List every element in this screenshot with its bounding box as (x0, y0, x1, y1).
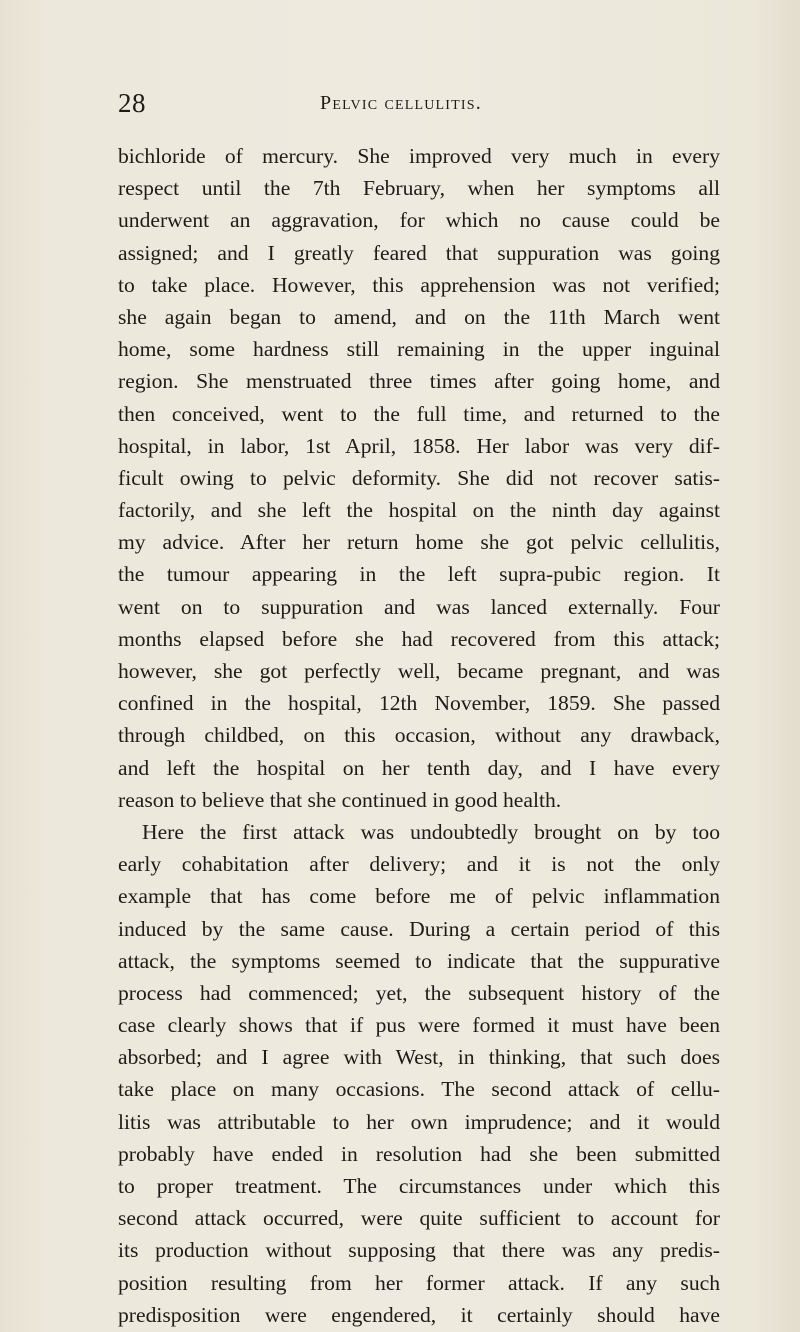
text-line: underwent an aggravation, for which no cause could be (118, 208, 720, 233)
text-line: early cohabitation after delivery; and it is not the only (118, 852, 720, 877)
text-line: absorbed; and I agree with West, in thinking, that such does (118, 1045, 720, 1070)
text-line: position resulting from her former attack. If any such (118, 1270, 720, 1295)
text-line: ficult owing to pelvic deformity. She did not recover satis- (118, 465, 720, 490)
text-line: induced by the same cause. During a certain period of this (118, 916, 720, 941)
text-line: the tumour appearing in the left supra-pubic region. It (118, 562, 720, 587)
page-number: 28 (118, 88, 146, 118)
running-head (118, 88, 718, 118)
text-line: its production without supposing that there was any predis- (118, 1238, 720, 1263)
text-line: litis was attributable to her own imprudence; and it would (118, 1109, 720, 1134)
text-line: my advice. After her return home she got pelvic cellulitis, (118, 530, 720, 555)
text-line: went on to suppuration and was lanced externally. Four (118, 594, 720, 619)
text-line: process had commenced; yet, the subsequent history of the (118, 980, 720, 1005)
text-line: second attack occurred, were quite sufficient to account for (118, 1206, 720, 1231)
text-line: probably have ended in resolution had she been submitted (118, 1141, 720, 1166)
text-line: attack, the symptoms seemed to indicate that the suppurative (118, 948, 720, 973)
text-line: example that has come before me of pelvic inflammation (118, 884, 720, 909)
text-line: region. She menstruated three times after going home, and (118, 369, 720, 394)
text-line: to take place. However, this apprehension was not verified; (118, 272, 720, 297)
text-line: hospital, in labor, 1st April, 1858. Her labor was very dif- (118, 433, 720, 458)
text-line: respect until the 7th February, when her symptoms all (118, 176, 720, 201)
text-line: home, some hardness still remaining in the upper inguinal (118, 337, 720, 362)
paragraph-end-line: reason to believe that she continued in good health. (118, 787, 562, 812)
text-line: through childbed, on this occasion, without any drawback, (118, 723, 720, 748)
text-line: take place on many occasions. The second attack of cellu- (118, 1077, 720, 1102)
running-title: pelvic cellulitis. (320, 92, 482, 114)
text-line: and left the hospital on her tenth day, and I have every (118, 755, 720, 780)
paragraph-start-line: Here the first attack was undoubtedly brought on by too (142, 819, 720, 844)
text-line: confined in the hospital, 12th November, 1859. She passed (118, 691, 720, 716)
text-line: factorily, and she left the hospital on the ninth day against (118, 498, 720, 523)
body-text (118, 140, 720, 1331)
text-line: predisposition were engendered, it certainly should have (118, 1302, 720, 1327)
text-line: months elapsed before she had recovered from this attack; (118, 626, 720, 651)
text-line: case clearly shows that if pus were formed it must have been (118, 1013, 720, 1038)
text-line: to proper treatment. The circumstances under which this (118, 1174, 720, 1198)
text-line: then conceived, went to the full time, and returned to the (118, 401, 720, 426)
text-line: however, she got perfectly well, became pregnant, and was (118, 659, 720, 683)
text-line: assigned; and I greatly feared that suppuration was going (118, 240, 720, 265)
text-line: bichloride of mercury. She improved very much in every (118, 144, 720, 168)
text-line: she again began to amend, and on the 11th March went (118, 304, 720, 329)
